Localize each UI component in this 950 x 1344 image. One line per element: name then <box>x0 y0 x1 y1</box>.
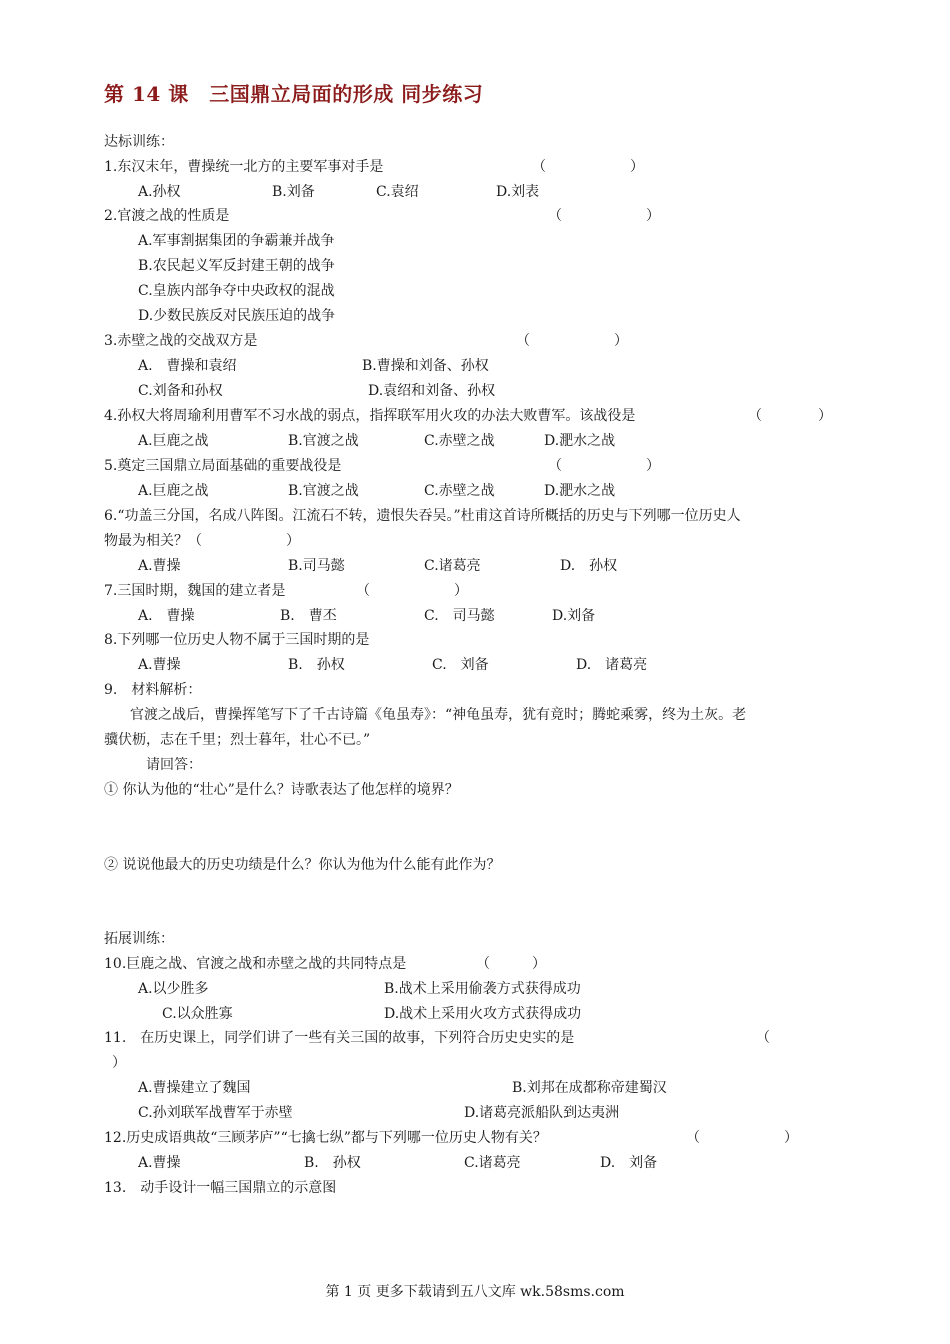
q1-option-d: D.刘表 <box>496 184 540 200</box>
q11-answer-blank-close: ） <box>112 1055 126 1071</box>
q2-stem: 2.官渡之战的性质是 <box>104 208 230 224</box>
q7-option-d: D.刘备 <box>552 608 596 624</box>
q10-answer-blank: （ ） <box>476 956 546 972</box>
q2-option-c: C.皇族内部争夺中央政权的混战 <box>138 283 335 299</box>
q3-option-d: D.袁绍和刘备、孙权 <box>368 383 496 399</box>
q6-option-d: D. 孙权 <box>560 558 618 574</box>
q5-option-b: B.官渡之战 <box>288 483 359 499</box>
q3-option-b: B.曹操和刘备、孙权 <box>362 358 489 374</box>
q7-answer-blank: （ ） <box>356 583 468 599</box>
q10-option-d: D.战术上采用火攻方式获得成功 <box>384 1006 582 1022</box>
section-extended-heading: 拓展训练： <box>104 931 174 947</box>
q10-option-b: B.战术上采用偷袭方式获得成功 <box>384 981 581 997</box>
q5-option-c: C.赤壁之战 <box>424 483 495 499</box>
q12-option-d: D. 刘备 <box>600 1155 658 1171</box>
q12-answer-blank: （ ） <box>686 1130 798 1146</box>
q4-option-c: C.赤壁之战 <box>424 433 495 449</box>
q7-option-b: B. 曹丕 <box>280 608 337 624</box>
q8-option-d: D. 诸葛亮 <box>576 657 648 673</box>
q9-subquestion-1: ① 你认为他的“壮心”是什么？诗歌表达了他怎样的境界？ <box>104 782 459 798</box>
q11-option-d: D.诸葛亮派船队到达夷洲 <box>464 1105 620 1121</box>
q6-option-c: C.诸葛亮 <box>424 558 481 574</box>
q3-stem: 3.赤壁之战的交战双方是 <box>104 333 258 349</box>
q5-option-a: A.巨鹿之战 <box>138 483 209 499</box>
q3-option-c: C.刘备和孙权 <box>138 383 223 399</box>
q11-answer-blank-open: （ <box>756 1030 770 1046</box>
q8-option-a: A.曹操 <box>138 657 181 673</box>
q10-option-a: A.以少胜多 <box>138 981 209 997</box>
q5-option-d: D.淝水之战 <box>544 483 616 499</box>
q5-answer-blank: （ ） <box>548 458 660 474</box>
q11-option-a: A.曹操建立了魏国 <box>138 1080 251 1096</box>
q9-prompt: 请回答： <box>146 757 202 773</box>
q8-stem: 8.下列哪一位历史人物不属于三国时期的是 <box>104 632 370 648</box>
q11-option-b: B.刘邦在成都称帝建蜀汉 <box>512 1080 667 1096</box>
q2-option-d: D.少数民族反对民族压迫的战争 <box>138 308 336 324</box>
q9-stem: 9. 材料解析： <box>104 682 202 698</box>
q1-option-c: C.袁绍 <box>376 184 419 200</box>
q4-option-d: D.淝水之战 <box>544 433 616 449</box>
q6-option-b: B.司马懿 <box>288 558 345 574</box>
q9-material-line1: 官渡之战后，曹操挥笔写下了千古诗篇《龟虽寿》：“神龟虽寿，犹有竟时；腾蛇乘雾，终为土灰。老 <box>130 707 747 723</box>
q5-stem: 5.奠定三国鼎立局面基础的重要战役是 <box>104 458 342 474</box>
q1-option-a: A.孙权 <box>138 184 181 200</box>
q4-option-a: A.巨鹿之战 <box>138 433 209 449</box>
q2-answer-blank: （ ） <box>548 208 660 224</box>
q10-option-c: C.以众胜寡 <box>162 1006 233 1022</box>
q7-stem: 7.三国时期，魏国的建立者是 <box>104 583 286 599</box>
page-title: 第 14 课 三国鼎立局面的形成 同步练习 <box>104 82 484 106</box>
q12-option-c: C.诸葛亮 <box>464 1155 521 1171</box>
q3-option-a: A. 曹操和袁绍 <box>138 358 237 374</box>
q12-option-b: B. 孙权 <box>304 1155 361 1171</box>
q13-stem: 13. 动手设计一幅三国鼎立的示意图 <box>104 1180 337 1196</box>
page-footer: 第 1 页 更多下载请到五八文库 wk.58sms.com <box>325 1284 625 1300</box>
q1-option-b: B.刘备 <box>272 184 315 200</box>
q6-option-a: A.曹操 <box>138 558 181 574</box>
q7-option-c: C. 司马懿 <box>424 608 495 624</box>
q9-material-line2: 骥伏枥，志在千里；烈士暮年，壮心不已。” <box>104 732 371 748</box>
q12-option-a: A.曹操 <box>138 1155 181 1171</box>
q11-option-c: C.孙刘联军战曹军于赤壁 <box>138 1105 293 1121</box>
q4-option-b: B.官渡之战 <box>288 433 359 449</box>
q1-answer-blank: （ ） <box>532 159 644 175</box>
q3-answer-blank: （ ） <box>516 333 628 349</box>
q2-option-b: B.农民起义军反封建王朝的战争 <box>138 258 335 274</box>
q7-option-a: A. 曹操 <box>138 608 195 624</box>
q6-stem-line1: 6.“功盖三分国，名成八阵图。江流石不转，遗恨失吞吴。”杜甫这首诗所概括的历史与下列哪一位历史人 <box>104 508 741 524</box>
section-basic-heading: 达标训练： <box>104 134 174 150</box>
q11-stem: 11. 在历史课上，同学们讲了一些有关三国的故事，下列符合历史史实的是 <box>104 1030 575 1046</box>
q2-option-a: A.军事割据集团的争霸兼并战争 <box>138 233 335 249</box>
q12-stem: 12.历史成语典故“三顾茅庐”“七擒七纵”都与下列哪一位历史人物有关？ <box>104 1130 547 1146</box>
q8-option-b: B. 孙权 <box>288 657 345 673</box>
q10-stem: 10.巨鹿之战、官渡之战和赤壁之战的共同特点是 <box>104 956 407 972</box>
q1-stem: 1.东汉末年，曹操统一北方的主要军事对手是 <box>104 159 384 175</box>
q8-option-c: C. 刘备 <box>432 657 489 673</box>
q6-stem-line2: 物最为相关？（ ） <box>104 533 300 549</box>
q9-subquestion-2: ② 说说他最大的历史功绩是什么？你认为他为什么能有此作为？ <box>104 857 501 873</box>
q4-stem: 4.孙权大将周瑜利用曹军不习水战的弱点，指挥联军用火攻的办法大败曹军。该战役是 <box>104 408 636 424</box>
q4-answer-blank: （ ） <box>748 408 832 424</box>
